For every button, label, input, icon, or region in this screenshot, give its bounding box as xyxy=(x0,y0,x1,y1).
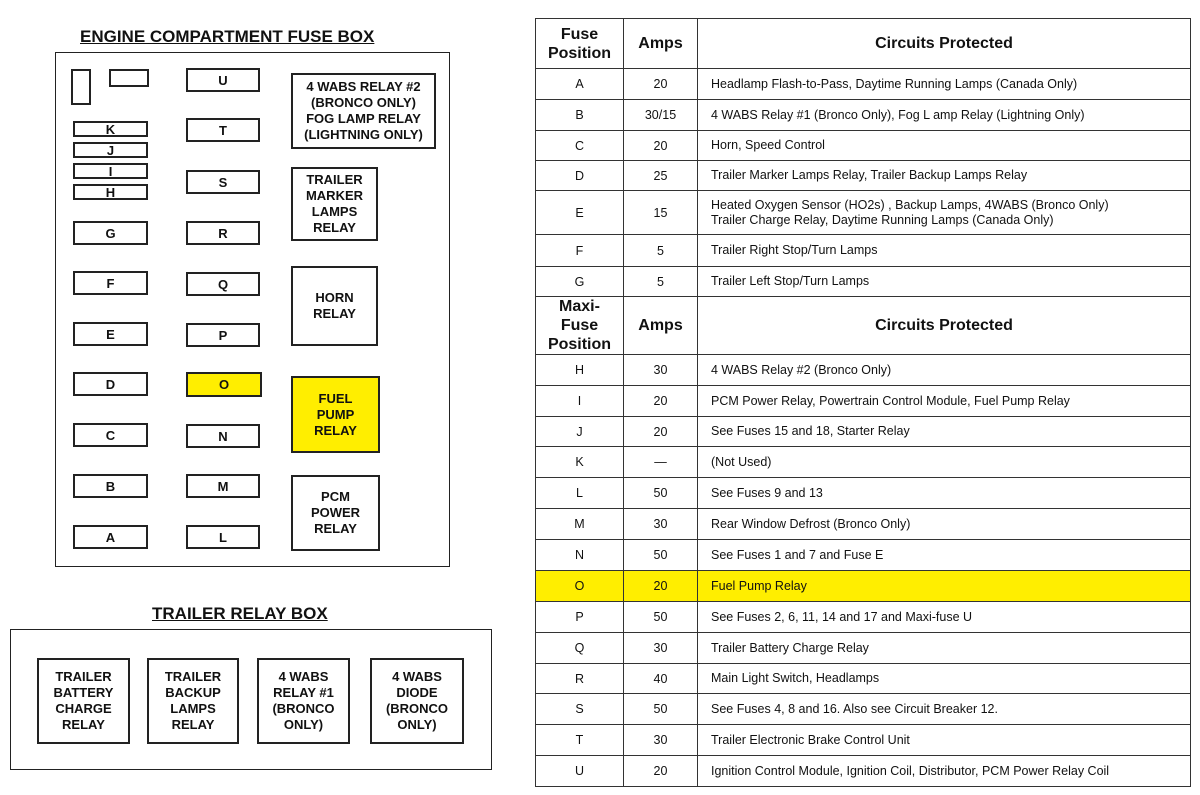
cell-circuits: Trailer Electronic Brake Control Unit xyxy=(698,725,1191,756)
table-row xyxy=(536,417,1191,447)
relay-trailer-marker-lamps[interactable]: TRAILER MARKER LAMPS RELAY xyxy=(291,167,378,241)
cell-circuits: Trailer Battery Charge Relay xyxy=(698,633,1191,664)
relay-wabs-2-fog-lamp[interactable]: 4 WABS RELAY #2 (BRONCO ONLY) FOG LAMP RELAY (LIGHTNING ONLY) xyxy=(291,73,436,149)
table-row xyxy=(536,725,1191,756)
relay-fuel-pump[interactable]: FUEL PUMP RELAY xyxy=(291,376,380,453)
cell-circuits: See Fuses 9 and 13 xyxy=(698,478,1191,509)
cell-amps: 30 xyxy=(624,633,698,664)
table-row xyxy=(536,694,1191,725)
cell-circuits: (Not Used) xyxy=(698,447,1191,478)
cell-amps: 5 xyxy=(624,267,698,297)
cell-circuits: PCM Power Relay, Powertrain Control Module, Fuel Pump Relay xyxy=(698,386,1191,417)
fuse-f[interactable]: F xyxy=(73,271,148,295)
cell-amps: 50 xyxy=(624,478,698,509)
cell-circuits: Rear Window Defrost (Bronco Only) xyxy=(698,509,1191,540)
empty-fuse-slot[interactable] xyxy=(109,69,149,87)
cell-amps: 20 xyxy=(624,571,698,602)
fuse-t[interactable]: T xyxy=(186,118,260,142)
cell-amps: 30/15 xyxy=(624,100,698,131)
cell-amps: 30 xyxy=(624,725,698,756)
header-circuits: Circuits Protected xyxy=(698,19,1191,69)
header-amps: Amps xyxy=(624,19,698,69)
table-row xyxy=(536,235,1191,267)
table-row xyxy=(536,355,1191,386)
cell-position: C xyxy=(536,131,624,161)
fuse-o[interactable]: O xyxy=(186,372,262,397)
cell-position: M xyxy=(536,509,624,540)
table-row xyxy=(536,602,1191,633)
cell-amps: 20 xyxy=(624,69,698,100)
table-row xyxy=(536,191,1191,235)
table-row xyxy=(536,100,1191,131)
fuse-s[interactable]: S xyxy=(186,170,260,194)
engine-box-title: ENGINE COMPARTMENT FUSE BOX xyxy=(80,27,375,46)
fuse-k[interactable]: K xyxy=(73,121,148,137)
table-row xyxy=(536,571,1191,602)
cell-amps: 25 xyxy=(624,161,698,191)
table-row xyxy=(536,131,1191,161)
table-row xyxy=(536,478,1191,509)
cell-circuits: Trailer Right Stop/Turn Lamps xyxy=(698,235,1191,267)
cell-position: B xyxy=(536,100,624,131)
cell-position: K xyxy=(536,447,624,478)
cell-position: Q xyxy=(536,633,624,664)
relay-pcm-power[interactable]: PCM POWER RELAY xyxy=(291,475,380,551)
cell-amps: 20 xyxy=(624,417,698,447)
cell-position: S xyxy=(536,694,624,725)
cell-position: U xyxy=(536,756,624,787)
fuse-h[interactable]: H xyxy=(73,184,148,200)
empty-fuse-slot[interactable] xyxy=(71,69,91,105)
cell-amps: 30 xyxy=(624,509,698,540)
cell-position: N xyxy=(536,540,624,571)
fuse-q[interactable]: Q xyxy=(186,272,260,296)
fuse-b[interactable]: B xyxy=(73,474,148,498)
table-row xyxy=(536,633,1191,664)
cell-circuits: See Fuses 4, 8 and 16. Also see Circuit Breaker 12. xyxy=(698,694,1191,725)
fuse-d[interactable]: D xyxy=(73,372,148,396)
cell-amps: 40 xyxy=(624,664,698,694)
cell-position: J xyxy=(536,417,624,447)
cell-circuits: Horn, Speed Control xyxy=(698,131,1191,161)
fuse-e[interactable]: E xyxy=(73,322,148,346)
cell-circuits: 4 WABS Relay #2 (Bronco Only) xyxy=(698,355,1191,386)
relay-wabs-diode[interactable]: 4 WABS DIODE (BRONCO ONLY) xyxy=(370,658,464,744)
cell-circuits: 4 WABS Relay #1 (Bronco Only), Fog L amp Relay (Lightning Only) xyxy=(698,100,1191,131)
cell-position: O xyxy=(536,571,624,602)
table-row xyxy=(536,69,1191,100)
header-position: Maxi-Fuse Position xyxy=(536,297,624,355)
fuse-i[interactable]: I xyxy=(73,163,148,179)
cell-position: F xyxy=(536,235,624,267)
cell-position: D xyxy=(536,161,624,191)
fuse-r[interactable]: R xyxy=(186,221,260,245)
cell-position: T xyxy=(536,725,624,756)
table-row xyxy=(536,664,1191,694)
cell-amps: 5 xyxy=(624,235,698,267)
fuse-n[interactable]: N xyxy=(186,424,260,448)
cell-amps: 50 xyxy=(624,694,698,725)
cell-circuits: Trailer Marker Lamps Relay, Trailer Backup Lamps Relay xyxy=(698,161,1191,191)
header-position: Fuse Position xyxy=(536,19,624,69)
cell-position: E xyxy=(536,191,624,235)
cell-position: A xyxy=(536,69,624,100)
relay-trailer-backup-lamps[interactable]: TRAILER BACKUP LAMPS RELAY xyxy=(147,658,239,744)
fuse-m[interactable]: M xyxy=(186,474,260,498)
fuse-a[interactable]: A xyxy=(73,525,148,549)
table-header-row xyxy=(536,19,1191,69)
fuse-u[interactable]: U xyxy=(186,68,260,92)
cell-position: I xyxy=(536,386,624,417)
fuse-c[interactable]: C xyxy=(73,423,148,447)
relay-wabs-1[interactable]: 4 WABS RELAY #1 (BRONCO ONLY) xyxy=(257,658,350,744)
header-amps: Amps xyxy=(624,297,698,355)
cell-circuits: Main Light Switch, Headlamps xyxy=(698,664,1191,694)
cell-amps: 50 xyxy=(624,540,698,571)
table-row xyxy=(536,386,1191,417)
cell-circuits: Heated Oxygen Sensor (HO2s) , Backup Lamps, 4WABS (Bronco Only) Trailer Charge Relay, Daytime Running Lamps (Canada Only) xyxy=(698,191,1191,235)
cell-amps: 15 xyxy=(624,191,698,235)
cell-amps: 20 xyxy=(624,131,698,161)
cell-amps: 20 xyxy=(624,756,698,787)
cell-circuits: See Fuses 1 and 7 and Fuse E xyxy=(698,540,1191,571)
cell-amps: 30 xyxy=(624,355,698,386)
cell-position: L xyxy=(536,478,624,509)
cell-amps: 50 xyxy=(624,602,698,633)
cell-circuits: Fuel Pump Relay xyxy=(698,571,1191,602)
fuse-p[interactable]: P xyxy=(186,323,260,347)
cell-circuits: See Fuses 15 and 18, Starter Relay xyxy=(698,417,1191,447)
relay-horn[interactable]: HORN RELAY xyxy=(291,266,378,346)
fuse-j[interactable]: J xyxy=(73,142,148,158)
trailer-box-title: TRAILER RELAY BOX xyxy=(152,604,328,623)
cell-circuits: Trailer Left Stop/Turn Lamps xyxy=(698,267,1191,297)
cell-position: H xyxy=(536,355,624,386)
table-row xyxy=(536,161,1191,191)
cell-circuits: Headlamp Flash-to-Pass, Daytime Running Lamps (Canada Only) xyxy=(698,69,1191,100)
cell-circuits: See Fuses 2, 6, 11, 14 and 17 and Maxi-fuse U xyxy=(698,602,1191,633)
header-circuits: Circuits Protected xyxy=(698,297,1191,355)
table-row xyxy=(536,540,1191,571)
table-header-row xyxy=(536,297,1191,355)
table-row xyxy=(536,509,1191,540)
cell-position: G xyxy=(536,267,624,297)
table-row xyxy=(536,447,1191,478)
cell-circuits: Ignition Control Module, Ignition Coil, Distributor, PCM Power Relay Coil xyxy=(698,756,1191,787)
table-row xyxy=(536,756,1191,787)
cell-position: P xyxy=(536,602,624,633)
fuse-l[interactable]: L xyxy=(186,525,260,549)
fuse-table xyxy=(535,18,1191,787)
cell-amps: — xyxy=(624,447,698,478)
table-row xyxy=(536,267,1191,297)
fuse-g[interactable]: G xyxy=(73,221,148,245)
cell-amps: 20 xyxy=(624,386,698,417)
relay-trailer-battery-charge[interactable]: TRAILER BATTERY CHARGE RELAY xyxy=(37,658,130,744)
cell-position: R xyxy=(536,664,624,694)
